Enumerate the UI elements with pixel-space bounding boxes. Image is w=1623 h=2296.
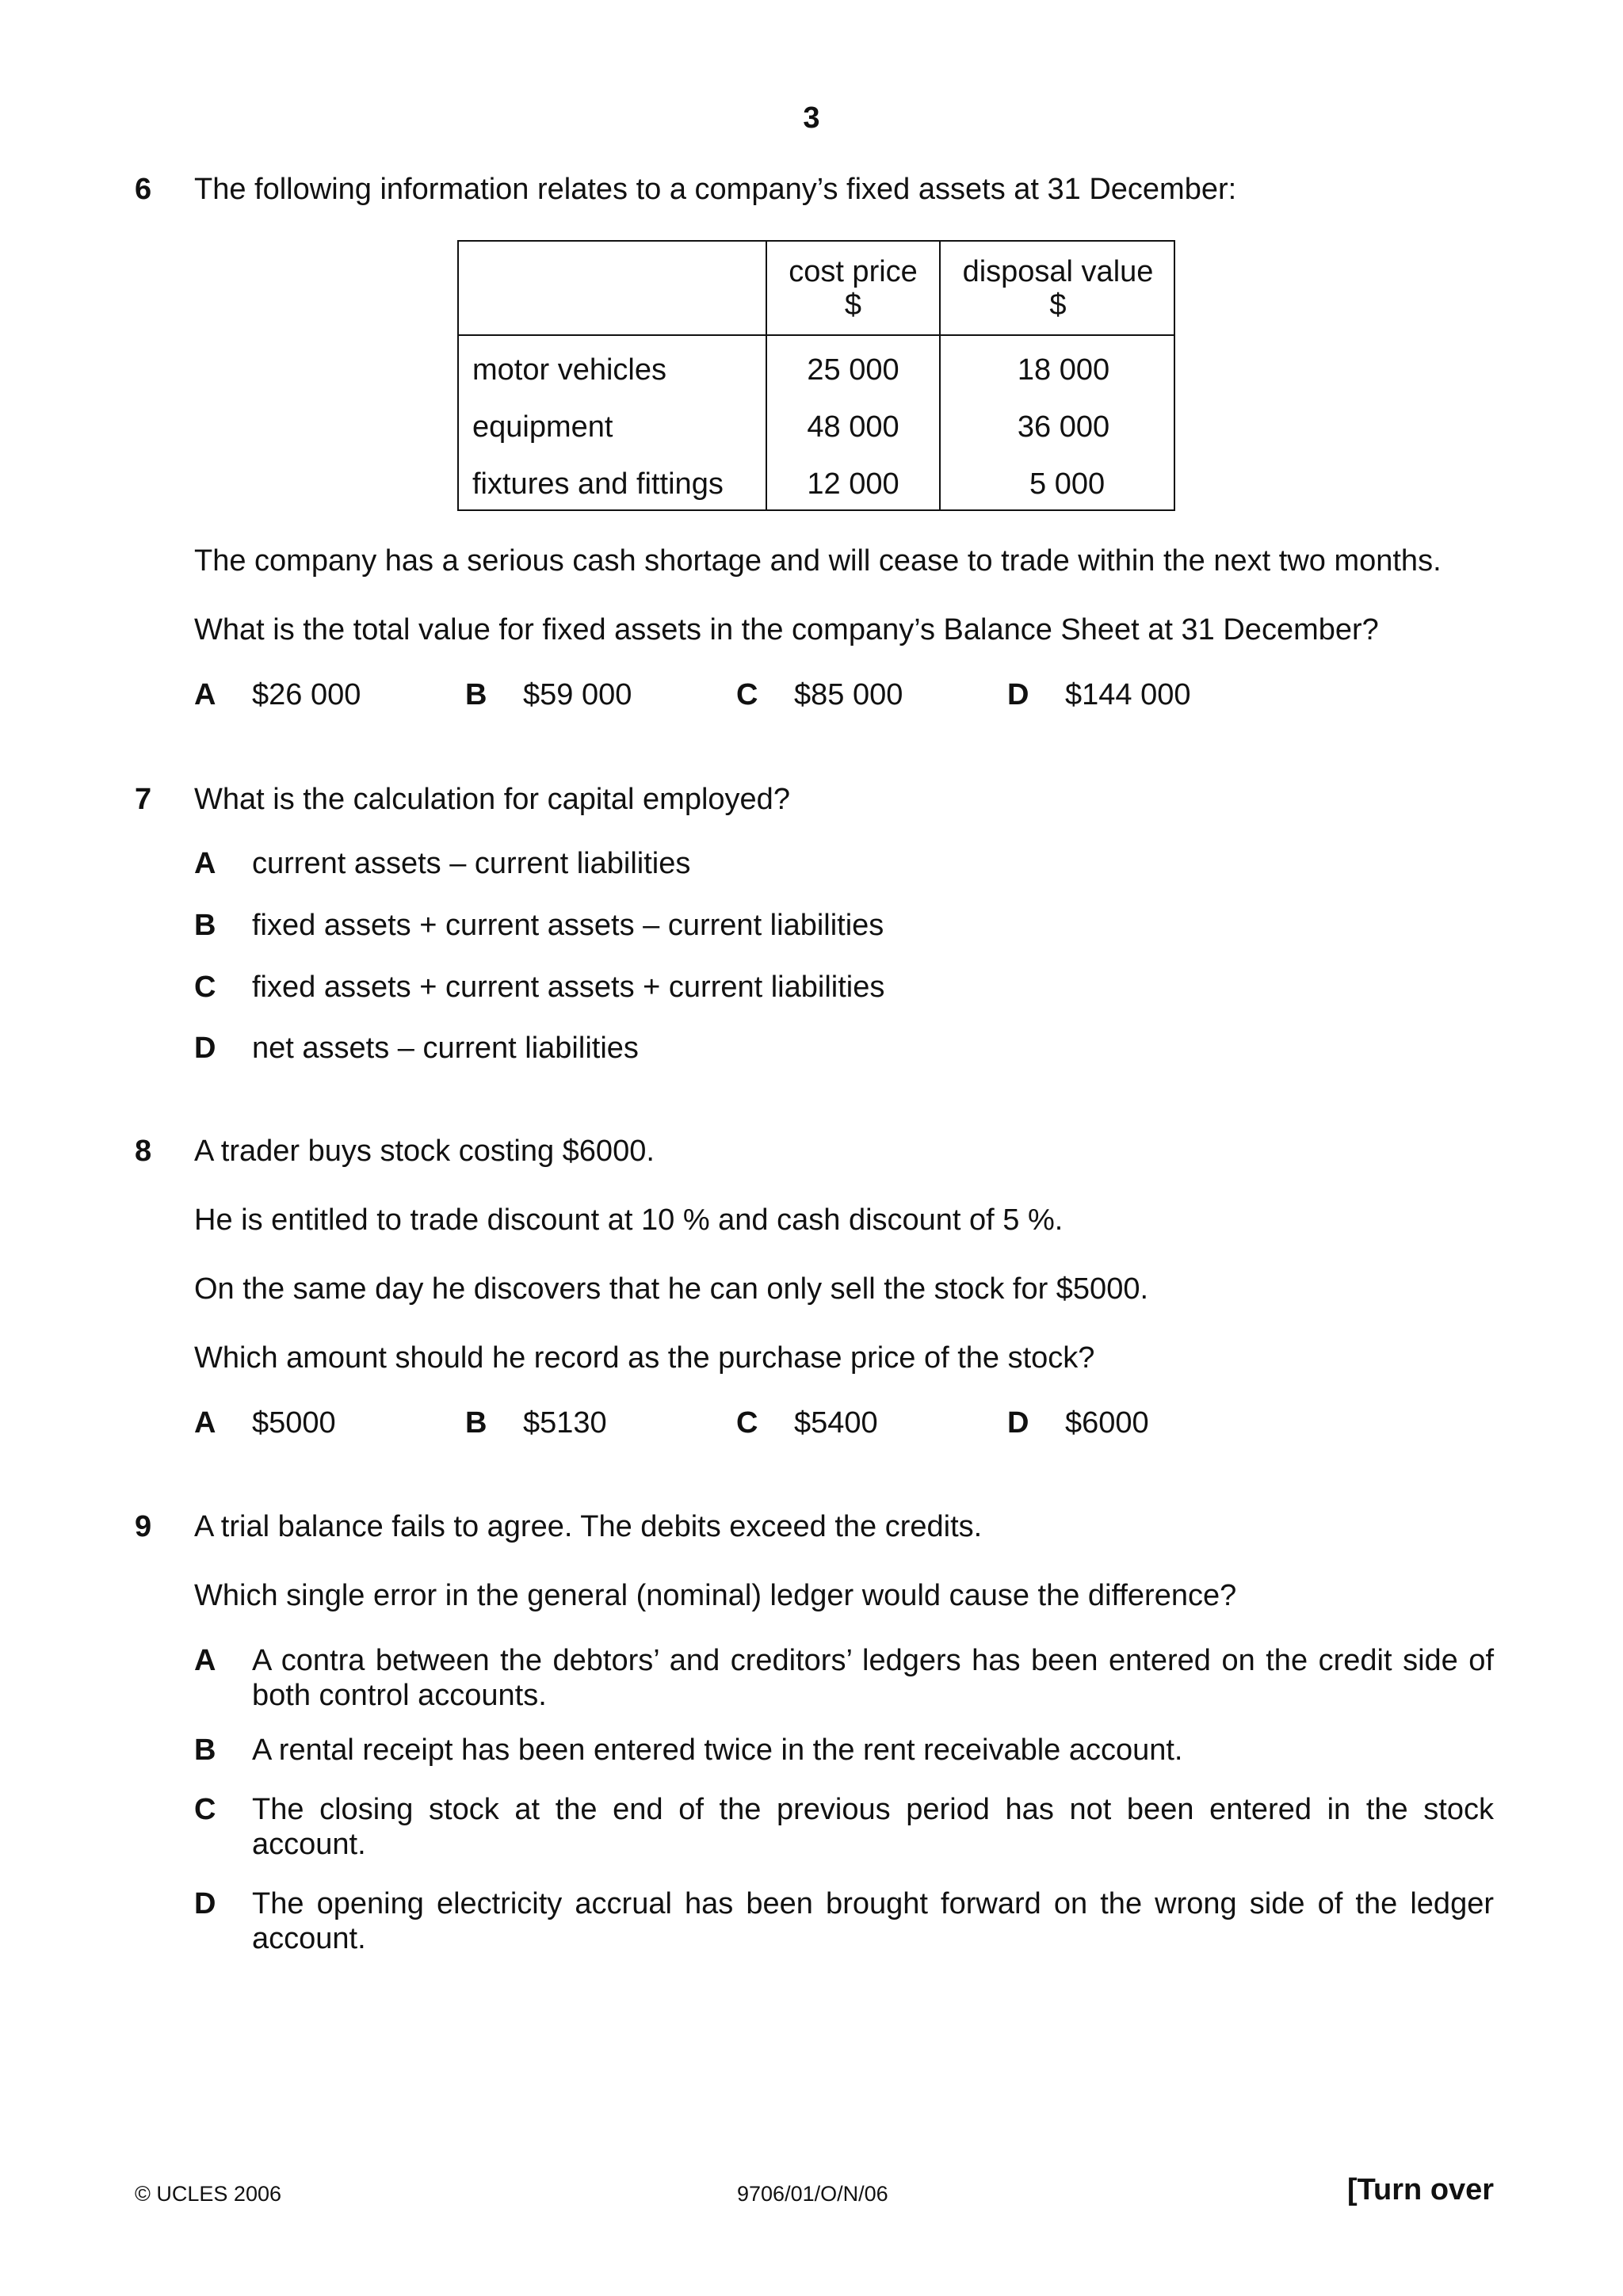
question-9-question: Which single error in the general (nominal) ledger would cause the difference? (194, 1579, 1237, 1612)
option-letter: B (465, 1406, 487, 1440)
option-text: $5400 (794, 1406, 878, 1440)
question-9-number: 9 (135, 1510, 152, 1543)
table-header-divider (459, 334, 1174, 336)
option-letter: B (194, 909, 216, 942)
option-letter: A (194, 678, 216, 711)
question-8-line3: On the same day he discovers that he can only sell the stock for $5000. (194, 1272, 1149, 1306)
option-letter: A (194, 1406, 216, 1440)
option-row (194, 1643, 1494, 1713)
row-label: motor vehicles (472, 353, 666, 387)
row-label: equipment (472, 410, 613, 444)
option-row (194, 1792, 1494, 1862)
footer-paper-code: 9706/01/O/N/06 (737, 2182, 888, 2206)
question-6-question: What is the total value for fixed assets in the company’s Balance Sheet at 31 December? (194, 613, 1379, 646)
option-letter: C (736, 678, 758, 711)
option-text: A contra between the debtors’ and creditors’ ledgers has been entered on the credit side of both control accounts. (252, 1644, 1494, 1712)
option-text: $144 000 (1065, 678, 1191, 711)
option-letter: A (194, 847, 216, 880)
option-text: $6000 (1065, 1406, 1149, 1440)
page-number: 3 (803, 101, 820, 135)
row-cost: 48 000 (807, 410, 899, 444)
option-letter: C (194, 971, 216, 1004)
question-7-question: What is the calculation for capital employed? (194, 783, 790, 816)
question-8-line1: A trader buys stock costing $6000. (194, 1135, 655, 1168)
row-disposal: 18 000 (1017, 353, 1110, 387)
option-text: fixed assets + current assets – current liabilities (252, 909, 884, 942)
question-9-line1: A trial balance fails to agree. The debits exceed the credits. (194, 1510, 983, 1543)
question-7-number: 7 (135, 783, 152, 816)
option-row (194, 1886, 1494, 1956)
row-cost: 12 000 (807, 467, 899, 501)
option-letter: B (465, 678, 487, 711)
option-text: $5000 (252, 1406, 336, 1440)
option-text: fixed assets + current assets + current liabilities (252, 971, 885, 1004)
option-letter: D (1007, 1406, 1029, 1440)
option-letter: A (194, 1644, 216, 1677)
question-8-number: 8 (135, 1135, 152, 1168)
question-6-context: The company has a serious cash shortage and will cease to trade within the next two months. (194, 544, 1442, 578)
option-text: The opening electricity accrual has been brought forward on the wrong side of the ledger account. (252, 1887, 1494, 1955)
option-letter: D (194, 1887, 216, 1920)
footer-copyright: © UCLES 2006 (135, 2182, 281, 2206)
question-6-number: 6 (135, 173, 152, 206)
row-disposal: 36 000 (1017, 410, 1110, 444)
option-text: $26 000 (252, 678, 361, 711)
question-6-intro: The following information relates to a company’s fixed assets at 31 December: (194, 173, 1237, 206)
fixed-assets-table (457, 240, 1175, 511)
option-letter: D (1007, 678, 1029, 711)
header-cost-price: cost price (789, 255, 918, 288)
option-text: $59 000 (523, 678, 632, 711)
header-cost-currency: $ (844, 288, 862, 322)
footer-turn-over: [Turn over (1347, 2173, 1495, 2206)
option-letter: B (194, 1733, 216, 1767)
row-cost: 25 000 (807, 353, 899, 387)
header-disposal-value: disposal value (962, 255, 1154, 288)
option-text: $85 000 (794, 678, 903, 711)
header-disposal-currency: $ (1049, 288, 1067, 322)
row-disposal: 5 000 (1029, 467, 1106, 501)
question-8-line2: He is entitled to trade discount at 10 % and cash discount of 5 %. (194, 1203, 1064, 1237)
option-text: $5130 (523, 1406, 607, 1440)
question-8-question: Which amount should he record as the purchase price of the stock? (194, 1341, 1095, 1375)
option-text: A rental receipt has been entered twice in the rent receivable account. (252, 1733, 1183, 1767)
option-text: net assets – current liabilities (252, 1032, 639, 1065)
option-letter: C (736, 1406, 758, 1440)
option-text: current assets – current liabilities (252, 847, 691, 880)
option-text: The closing stock at the end of the previous period has not been entered in the stock account. (252, 1793, 1494, 1861)
option-letter: D (194, 1032, 216, 1065)
option-letter: C (194, 1793, 216, 1826)
row-label: fixtures and fittings (472, 467, 724, 501)
